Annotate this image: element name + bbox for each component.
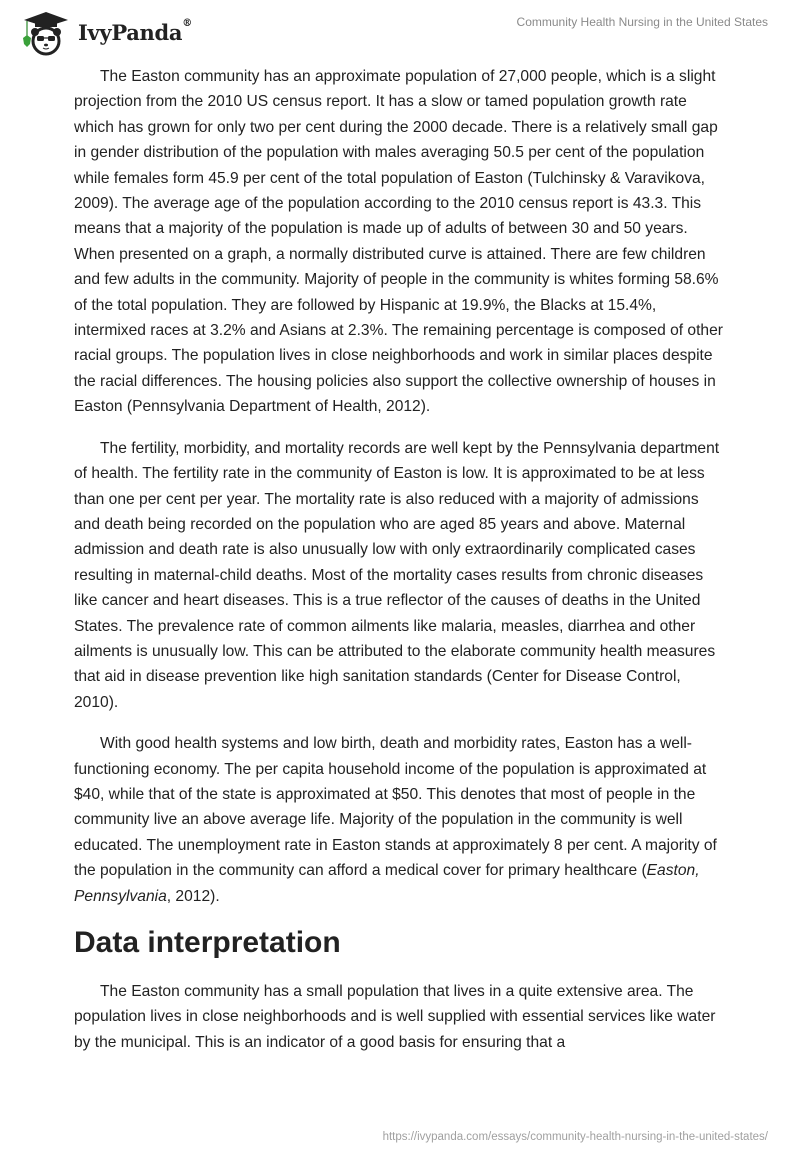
paragraph-interpretation: The Easton community has a small population that lives in a quite extensive area. The population lives in close neighborhoods and is well supplied with essential services like water by the municipal. This is an indicator of a good basis for ensuring that a xyxy=(74,983,716,1051)
citation-italic: Easton, Pennsylvania xyxy=(74,862,700,905)
paragraph-demographics: The Easton community has an approximate population of 27,000 people, which is a slight projection from the 2010 US census report. It has a slow or tamed population growth rate which has grown for only two per cent during the 2000 decade. There is a relatively small gap in gender distribution of the population with males averaging 50.5 per cent of the population while females form 45.9 per cent of the total population of Easton (Tulchinsky & Varavikova, 2009). The average age of the population according to the 2010 census report is 43.3. This means that a majority of the population is made up of adults of between 30 and 50 years. When presented on a graph, a normally distributed curve is attained. There are few children and few adults in the community. Majority of people in the community is whites forming 58.6% of the total population. They are followed by Hispanic at 19.9%, the Blacks at 15.4%, intermixed races at 3.2% and Asians at 2.3%. The remaining percentage is composed of other racial groups. The population lives in close neighborhoods and work in similar places despite the racial differences. The housing policies also support the collective ownership of houses in Easton (Pennsylvania Department of Health, 2012). xyxy=(74,68,723,416)
paragraph-economy: With good health systems and low birth, death and morbidity rates, Easton has a well-functioning economy. The per capita household income of the population is approximated at $40, while that of the state is approximated at $50. This denotes that most of people in the community live an above average life. Majority of the population in the community is well educated. The unemployment rate in Easton stands at approximately 8 per cent. A majority of the population in the community can afford a medical cover for primary healthcare (Easton, Pennsylvania, 2012). xyxy=(74,735,717,905)
ivypanda-logo[interactable] xyxy=(18,8,192,56)
document-title: Community Health Nursing in the United States xyxy=(516,15,768,29)
essay-content xyxy=(74,64,724,1071)
page-header xyxy=(0,0,800,60)
panda-graduate-icon xyxy=(18,8,74,56)
footer-url[interactable]: https://ivypanda.com/essays/community-health-nursing-in-the-united-states/ xyxy=(382,1131,768,1143)
paragraph-health-records: The fertility, morbidity, and mortality records are well kept by the Pennsylvania department of health. The fertility rate in the community of Easton is low. It is approximated to be at less than one per cent per year. The mortality rate is also reduced with a majority of admissions and death being recorded on the population who are aged 85 years and above. Maternal admission and death rate is also unusually low with only extraordinarily complicated cases resulting in maternal-child deaths. Most of the mortality cases results from chronic diseases like cancer and heart diseases. This is a true reflector of the causes of deaths in the United States. The prevalence rate of common ailments like malaria, measles, diarrhea and other ailments is unusually low. This can be attributed to the elaborate community health measures that aid in disease prevention like high sanitation standards (Center for Disease Control, 2010). xyxy=(74,439,720,711)
logo-text: IvyPanda® xyxy=(78,17,192,45)
section-heading-data-interpretation: Data interpretation xyxy=(74,926,341,959)
